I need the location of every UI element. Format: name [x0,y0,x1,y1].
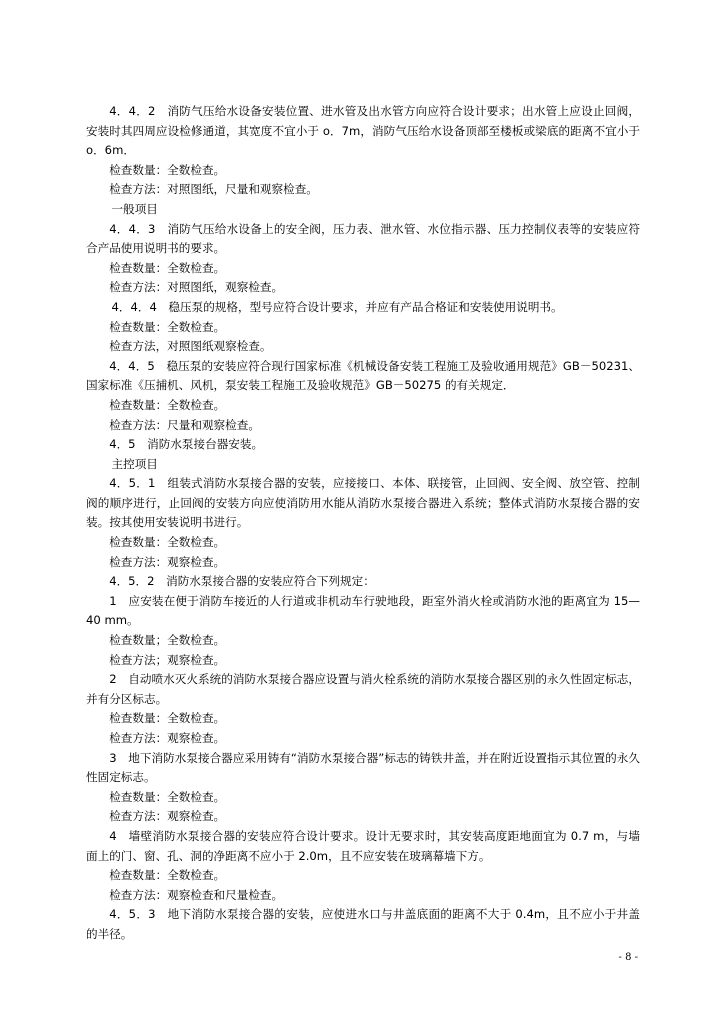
clause-4-5-1: 4．5．1 组装式消防水泵接合器的安装，应接接口、本体、联接管，止回阀、安全阀、放空管、控制阀的顺序进行，止回阀的安装方向应使消防用水能从消防水泵接合器进入系统；整体式消防水泵接合器的安装。按其使用安装说明书进行。 [86,476,640,530]
item-4: 4 墙壁消防水泵接合器的安装应符合设计要求。设计无要求时，其安装高度距地面宜为 0.7 m，与墙面上的门、窗、孔、洞的净距离不应小于 2.0m，且不应安装在玻璃幕墙下方。 [86,828,640,863]
inspection-method: 检查方法；观察检查。 [109,652,226,667]
inspection-method: 检查方法，对照图纸观察检查。 [109,339,272,354]
page-body [86,102,640,945]
inspection-quantity: 检查数量：全数检查。 [109,535,226,550]
inspection-quantity: 检查数量：全数检查。 [109,868,226,883]
inspection-method: 检查方法：观察检查和尺量检查。 [109,887,284,902]
inspection-method: 检查方法：对照图纸，观察检查。 [109,280,284,295]
inspection-quantity: 检查数量：全数检查。 [109,260,226,275]
section-heading-general-items: 一般项目 [111,201,158,216]
inspection-method: 检查方法：观察检查。 [109,809,226,824]
inspection-method: 检查方法：观察检查。 [109,731,226,745]
inspection-quantity: 检查数量：全数检查。 [109,319,226,334]
item-1: 1 应安装在便于消防车接近的人行道或非机动车行驶地段，距室外消火栓或消防水池的距离宜为 15—40 mm。 [86,593,640,628]
inspection-method: 检查方法：尺量和观察检查。 [109,417,260,432]
section-4-5-title: 4．5 消防水泵接台器安装。 [109,437,264,452]
page-number: - 8 - [618,952,638,963]
clause-4-4-4: 4．4．4 稳压泵的规格，型号应符合设计要求，并应有产品合格证和安装使用说明书。 [111,299,563,314]
inspection-quantity: 检查数量：全数检查。 [109,711,226,726]
inspection-quantity: 检查数量：全数检查。 [109,397,226,412]
item-2: 2 自动喷水灭火系统的消防水泵接合器应设置与消火栓系统的消防水泵接合器区别的永久性固定标志，并有分区标志。 [86,672,640,706]
clause-4-5-3: 4．5．3 地下消防水泵接合器的安装，应使进水口与井盖底面的距离不大于 0.4m，且不应小于井盖的半径。 [86,907,640,941]
inspection-method: 检查方法：观察检查。 [109,554,226,569]
clause-4-4-3: 4．4．3 消防气压给水设备上的安全阀，压力表、泄水管、水位指示器、压力控制仪表等的安装应符合产品使用说明书的要求。 [86,221,640,256]
clause-4-4-2: 4．4．2 消防气压给水设备安装位置、进水管及出水管方向应符合设计要求；出水管上应设止回阀，安装时其四周应设检修通道，其宽度不宜小于 o．7m，消防气压给水设备顶部至楼板或梁底的距离不宜小于 o．6m． [86,104,640,158]
section-heading-main-items: 主控项目 [111,456,158,471]
clause-4-5-2: 4．5．2 消防水泵接合器的安装应符合下列规定： [109,574,375,589]
item-3: 3 地下消防水泵接合器应采用铸有“消防水泵接合器”标志的铸铁井盖，并在附近设置指示其位置的永久性固定标志。 [86,750,640,785]
inspection-method: 检查方法：对照图纸，尺量和观察检查。 [109,182,318,197]
inspection-quantity: 检查数量：全数检查。 [109,789,226,804]
clause-4-4-5: 4．4．5 稳压泵的安装应符合现行国家标准《机械设备安装工程施工及验收通用规范》GB－50231、国家标准《压捕机、风机，泵安装工程施工及验收规范》GB－50275 的有关规定． [86,358,640,393]
inspection-quantity: 检查数量；全数检查。 [109,633,226,648]
inspection-quantity: 检查数量：全数检查。 [109,162,226,177]
